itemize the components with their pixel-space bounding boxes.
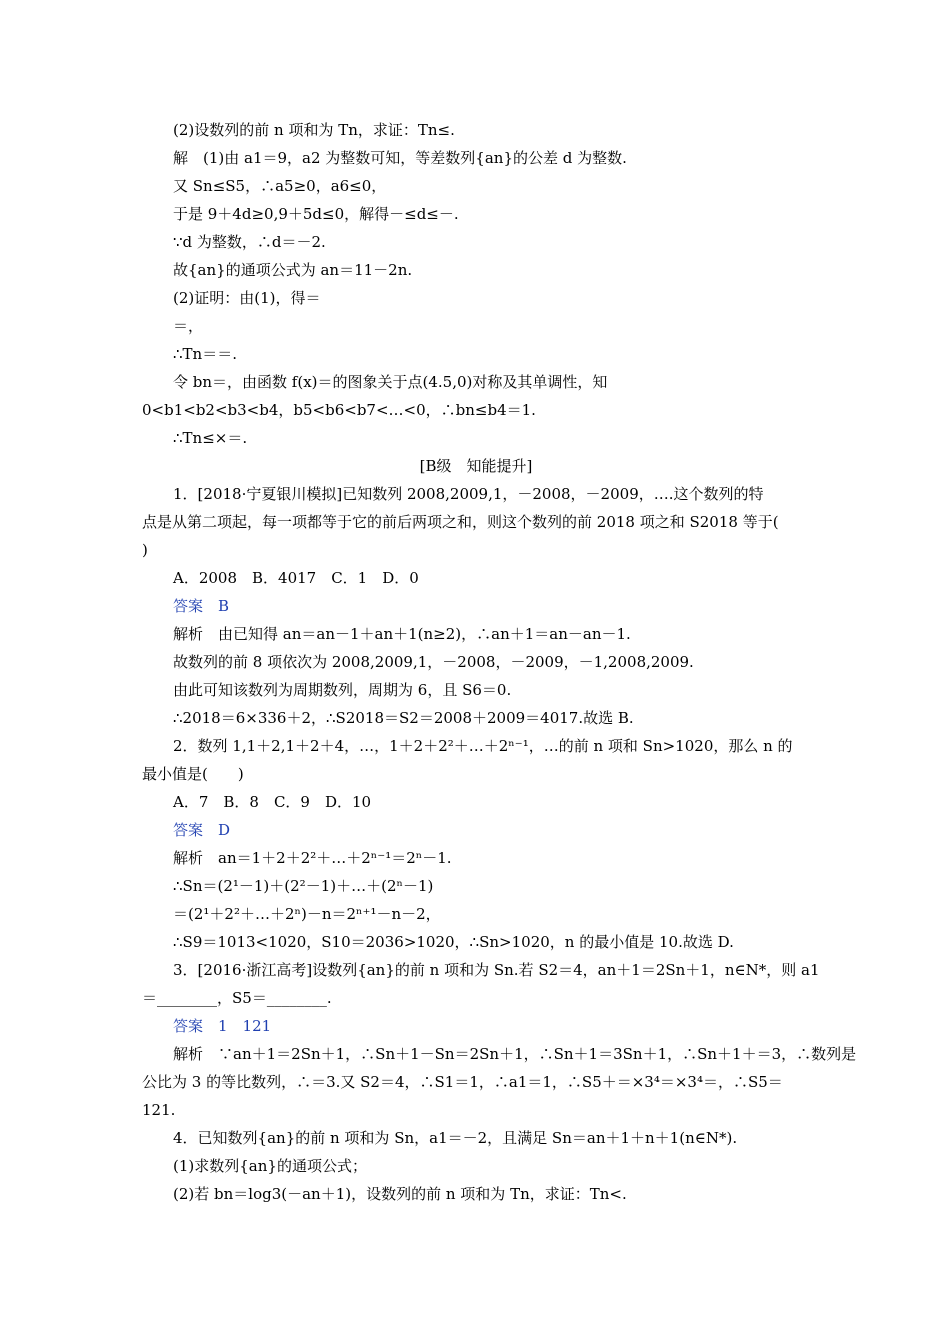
analysis-line: 解析 an＝1＋2＋2²＋…＋2ⁿ⁻¹＝2ⁿ－1. bbox=[173, 849, 452, 867]
text-line: 1．[2018·宁夏银川模拟]已知数列 2008,2009,1，－2008，－2009，….这个数列的特 bbox=[173, 485, 764, 503]
text-line: 121. bbox=[142, 1101, 176, 1119]
answer-line: 答案 1 121 bbox=[173, 1017, 272, 1035]
text-line: A．7 B．8 C．9 D．10 bbox=[173, 793, 372, 811]
text-line: ∴S9＝1013<1020，S10＝2036>1020，∴Sn>1020，n 的最小值是 10.故选 D. bbox=[173, 933, 734, 951]
text-line: ) bbox=[142, 541, 148, 559]
text-line: ＝________，S5＝________. bbox=[142, 989, 332, 1007]
text-line: 令 bn＝，由函数 f(x)＝的图象关于点(4.5,0)对称及其单调性，知 bbox=[173, 373, 608, 391]
text-line: 点是从第二项起，每一项都等于它的前后两项之和，则这个数列的前 2018 项之和 S2018 等于( bbox=[142, 513, 779, 531]
text-line: 又 Sn≤S5，∴a5≥0，a6≤0， bbox=[173, 177, 387, 195]
text-line: ∴Sn＝(2¹－1)＋(2²－1)＋…＋(2ⁿ－1) bbox=[173, 877, 434, 895]
text-line: A．2008 B．4017 C．1 D．0 bbox=[173, 569, 419, 587]
text-line: ∴2018＝6×336＋2，∴S2018＝S2＝2008＋2009＝4017.故选 B. bbox=[173, 709, 634, 727]
answer-line: 答案 D bbox=[173, 821, 231, 839]
text-line: (2)证明：由(1)，得＝ bbox=[173, 289, 321, 307]
text-line: 最小值是( ) bbox=[142, 765, 244, 783]
answer-line: 答案 B bbox=[173, 597, 230, 615]
text-line: ＝， bbox=[173, 317, 204, 335]
text-line: (2)若 bn＝log3(－an＋1)，设数列的前 n 项和为 Tn，求证：Tn<. bbox=[173, 1185, 627, 1203]
text-line: 故数列的前 8 项依次为 2008,2009,1，－2008，－2009，－1,2008,2009. bbox=[173, 653, 694, 671]
text-line: ∵d 为整数，∴d＝－2. bbox=[173, 233, 326, 251]
analysis-line: 解析 ∵an＋1＝2Sn＋1，∴Sn＋1－Sn＝2Sn＋1，∴Sn＋1＝3Sn＋1，∴Sn＋1＋＝3，∴数列是 bbox=[173, 1045, 857, 1063]
text-line: 由此可知该数列为周期数列，周期为 6，且 S6＝0. bbox=[173, 681, 512, 699]
text-line: 公比为 3 的等比数列，∴＝3.又 S2＝4，∴S1＝1，∴a1＝1，∴S5＋＝×3⁴＝×3⁴＝，∴S5＝ bbox=[142, 1073, 783, 1091]
text-line: (2)设数列的前 n 项和为 Tn，求证：Tn≤. bbox=[173, 121, 455, 139]
analysis-line: 解析 由已知得 an＝an－1＋an＋1(n≥2)，∴an＋1＝an－an－1. bbox=[173, 625, 631, 643]
text-line: 2．数列 1,1＋2,1＋2＋4，…，1＋2＋2²＋…＋2ⁿ⁻¹，…的前 n 项和 Sn>1020，那么 n 的 bbox=[173, 737, 793, 755]
text-line: 4．已知数列{an}的前 n 项和为 Sn，a1＝－2，且满足 Sn＝an＋1＋n＋1(n∈N*). bbox=[173, 1129, 738, 1147]
section-heading: [B级 知能提升] bbox=[419, 457, 533, 475]
text-line: ∴Tn＝＝. bbox=[173, 345, 237, 363]
text-line: 解 (1)由 a1＝9，a2 为整数可知，等差数列{an}的公差 d 为整数. bbox=[173, 149, 627, 167]
text-line: 3．[2016·浙江高考]设数列{an}的前 n 项和为 Sn.若 S2＝4，an＋1＝2Sn＋1，n∈N*，则 a1 bbox=[173, 961, 820, 979]
text-line: ＝(2¹＋2²＋…＋2ⁿ)－n＝2ⁿ⁺¹－n－2， bbox=[173, 905, 441, 923]
text-line: 故{an}的通项公式为 an＝11－2n. bbox=[173, 261, 413, 279]
text-line: ∴Tn≤×＝. bbox=[173, 429, 248, 447]
text-line: 0<b1<b2<b3<b4，b5<b6<b7<…<0，∴bn≤b4＝1. bbox=[142, 401, 536, 419]
text-line: (1)求数列{an}的通项公式； bbox=[173, 1157, 367, 1175]
text-line: 于是 9＋4d≥0,9＋5d≤0，解得－≤d≤－. bbox=[173, 205, 459, 223]
